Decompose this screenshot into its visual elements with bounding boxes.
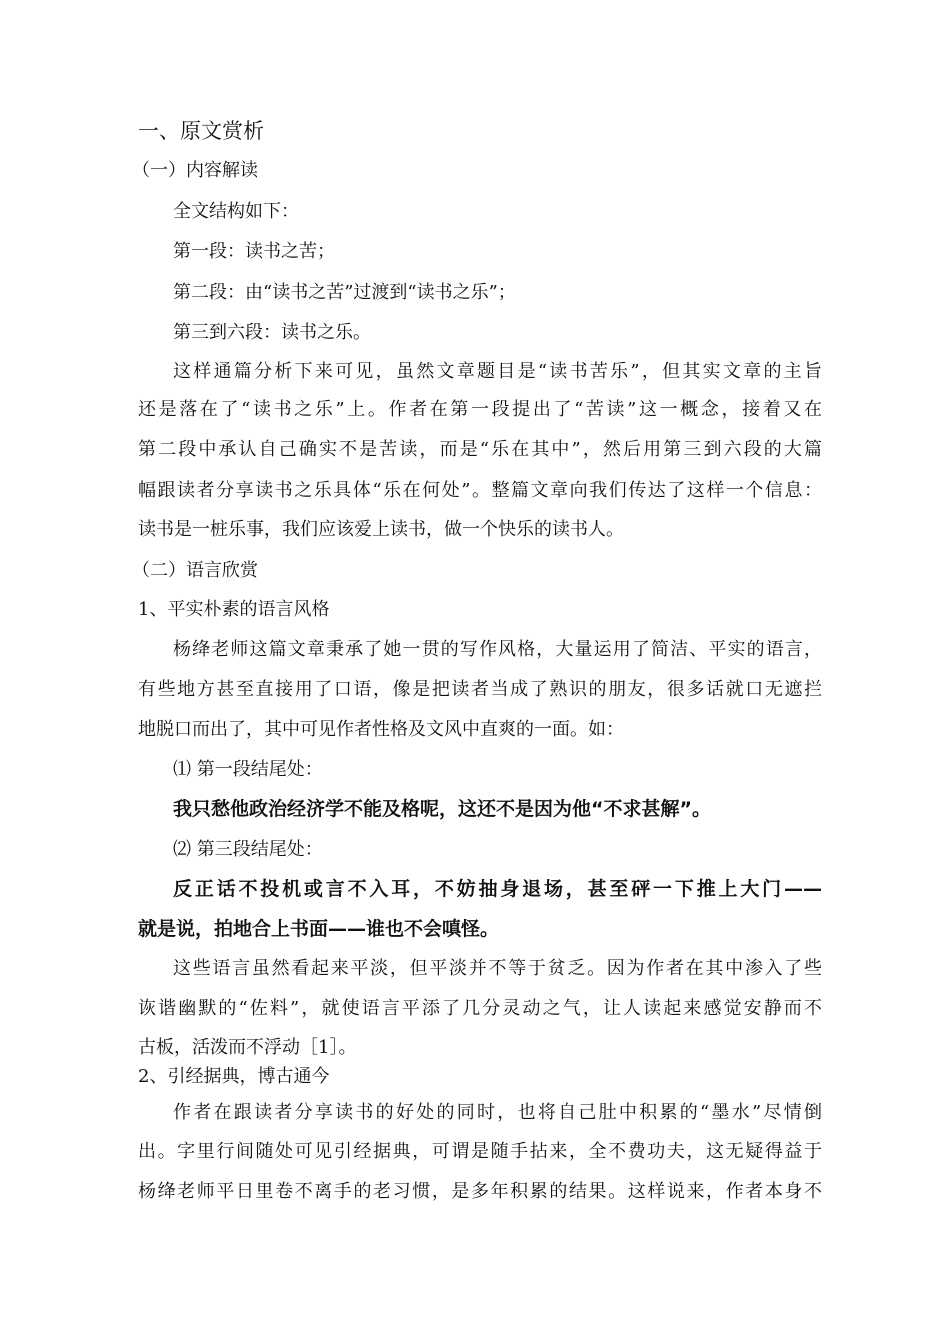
paragraph-line: 这样通篇分析下来可见，虽然文章题目是“读书苦乐”，但其实文章的主旨 [173,361,822,382]
paragraph-line: 出。字里行间随处可见引经据典，可谓是随手拈来，全不费功夫，这无疑得益于 [138,1141,822,1162]
paragraph-line: 还是落在了“读书之乐”上。作者在第一段提出了“苦读”这一概念，接着又在 [138,399,822,420]
structure-item: 第一段：读书之苦； [173,241,335,262]
section-title-language: （二）语言欣赏 [132,560,258,581]
paragraph-line: 古板，活泼而不浮动［1］。 [138,1037,357,1058]
paragraph-line: 地脱口而出了，其中可见作者性格及文风中直爽的一面。如： [138,719,624,740]
paragraph-line: 杨绛老师这篇文章秉承了她一贯的写作风格，大量运用了简洁、平实的语言， [173,639,822,660]
structure-intro: 全文结构如下： [173,201,299,222]
example-quote: 我只愁他政治经济学不能及格呢，这还不是因为他“不求甚解”。 [173,798,711,820]
structure-item: 第三到六段：读书之乐。 [173,322,371,343]
paragraph-line: 诙谐幽默的“佐料”，就使语言平添了几分灵动之气，让人读起来感觉安静而不 [138,998,822,1019]
main-heading: 一、原文赏析 [138,119,264,143]
example-label: ⑴ 第一段结尾处： [173,759,323,780]
section-title-content: （一）内容解读 [132,160,258,181]
paragraph-line: 第二段中承认自己确实不是苦读，而是“乐在其中”，然后用第三到六段的大篇 [138,439,822,460]
example-quote: 就是说，拍地合上书面——谁也不会嗔怪。 [138,918,500,940]
paragraph-line: 杨绛老师平日里卷不离手的老习惯，是多年积累的结果。这样说来，作者本身不 [138,1181,822,1202]
example-label: ⑵ 第三段结尾处： [173,839,323,860]
paragraph-line: 有些地方甚至直接用了口语，像是把读者当成了熟识的朋友，很多话就口无遮拦 [138,679,822,700]
paragraph-line: 这些语言虽然看起来平淡，但平淡并不等于贫乏。因为作者在其中渗入了些 [173,958,822,979]
paragraph-line: 读书是一桩乐事，我们应该爱上读书，做一个快乐的读书人。 [138,519,624,540]
subsection-title: 2、引经据典，博古通今 [138,1066,330,1087]
example-quote: 反正话不投机或言不入耳，不妨抽身退场，甚至砰一下推上大门—— [173,878,822,900]
structure-item: 第二段：由“读书之苦”过渡到“读书之乐”； [173,282,516,303]
paragraph-line: 作者在跟读者分享读书的好处的同时，也将自己肚中积累的“墨水”尽情倒 [173,1102,822,1123]
subsection-title: 1、平实朴素的语言风格 [138,599,330,620]
paragraph-line: 幅跟读者分享读书之乐具体“乐在何处”。整篇文章向我们传达了这样一个信息： [138,480,822,501]
